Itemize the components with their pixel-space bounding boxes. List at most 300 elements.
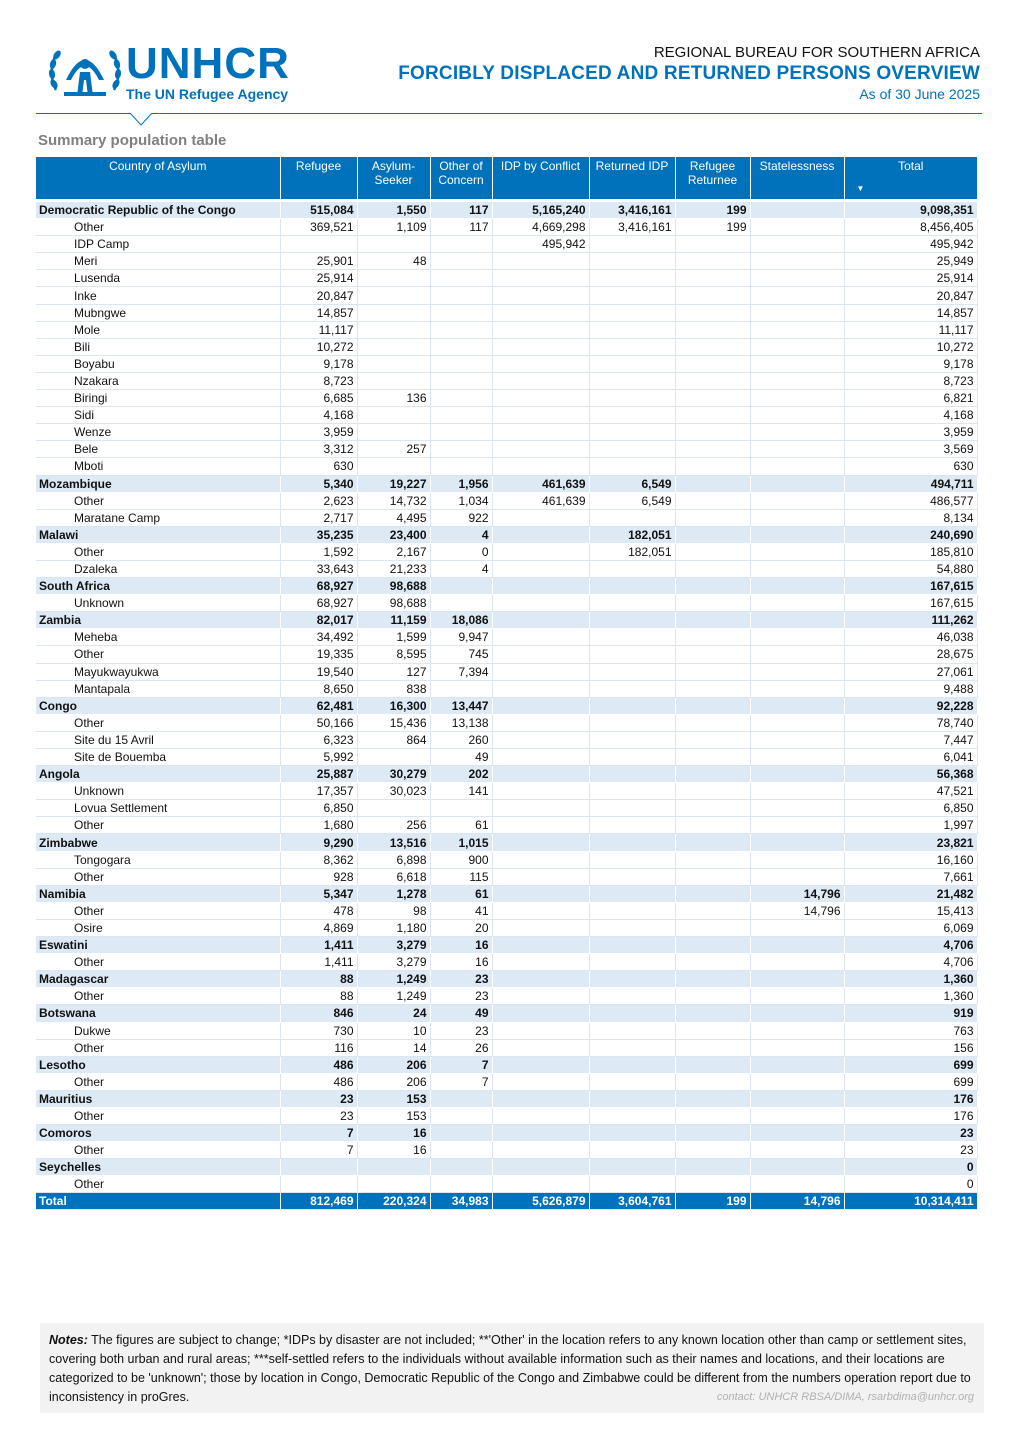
country-row — [36, 1005, 977, 1022]
col-asylum-seeker[interactable]: Asylum-Seeker — [357, 157, 430, 199]
value-cell — [750, 919, 844, 936]
value-cell: 1,034 — [430, 492, 492, 509]
value-cell — [589, 629, 675, 646]
value-cell — [589, 441, 675, 458]
value-cell — [430, 236, 492, 253]
row-label-cell: Lesotho — [36, 1056, 280, 1073]
value-cell: 1,249 — [357, 971, 430, 988]
value-cell — [750, 954, 844, 971]
value-cell: 23 — [430, 1022, 492, 1039]
value-cell: 153 — [357, 1090, 430, 1107]
value-cell — [750, 253, 844, 270]
value-cell — [430, 355, 492, 372]
location-row — [36, 441, 977, 458]
country-row — [36, 697, 977, 714]
value-cell — [589, 697, 675, 714]
value-cell — [357, 749, 430, 766]
value-cell: 25,914 — [844, 270, 977, 287]
value-cell — [430, 1125, 492, 1142]
value-cell: 14 — [357, 1039, 430, 1056]
value-cell — [750, 766, 844, 783]
notes-label: Notes: — [49, 1333, 88, 1347]
value-cell: 928 — [280, 868, 357, 885]
report-title: FORCIBLY DISPLACED AND RETURNED PERSONS OVERVIEW — [398, 63, 980, 84]
value-cell: 11,117 — [844, 321, 977, 338]
col-idp-by-conflict[interactable]: IDP by Conflict — [492, 157, 589, 199]
location-row — [36, 749, 977, 766]
value-cell: 182,051 — [589, 526, 675, 543]
value-cell — [675, 1176, 750, 1193]
value-cell — [492, 1107, 589, 1124]
value-cell: 495,942 — [844, 236, 977, 253]
value-cell — [492, 680, 589, 697]
value-cell — [750, 509, 844, 526]
value-cell: 763 — [844, 1022, 977, 1039]
value-cell: 1,278 — [357, 885, 430, 902]
value-cell — [675, 800, 750, 817]
value-cell — [750, 937, 844, 954]
row-label-cell: Eswatini — [36, 937, 280, 954]
value-cell: 23 — [280, 1107, 357, 1124]
location-row — [36, 287, 977, 304]
value-cell — [750, 338, 844, 355]
value-cell — [589, 578, 675, 595]
value-cell: 35,235 — [280, 526, 357, 543]
value-cell — [750, 560, 844, 577]
value-cell — [357, 338, 430, 355]
location-row — [36, 321, 977, 338]
value-cell — [357, 287, 430, 304]
value-cell — [750, 1142, 844, 1159]
value-cell — [492, 1073, 589, 1090]
value-cell — [589, 1090, 675, 1107]
value-cell: 127 — [357, 663, 430, 680]
value-cell: 1,680 — [280, 817, 357, 834]
value-cell — [492, 543, 589, 560]
value-cell — [675, 783, 750, 800]
value-cell — [492, 1056, 589, 1073]
value-cell: 61 — [430, 885, 492, 902]
value-cell — [430, 441, 492, 458]
row-label-cell: Bili — [36, 338, 280, 355]
value-cell: 1,550 — [357, 202, 430, 219]
country-row — [36, 766, 977, 783]
value-cell: 16 — [430, 937, 492, 954]
location-row — [36, 646, 977, 663]
value-cell: 167,615 — [844, 595, 977, 612]
value-cell: 9,178 — [280, 355, 357, 372]
value-cell: 11,117 — [280, 321, 357, 338]
value-cell: 14,857 — [844, 304, 977, 321]
value-cell — [492, 1125, 589, 1142]
location-row — [36, 663, 977, 680]
value-cell: 5,340 — [280, 475, 357, 492]
value-cell — [750, 543, 844, 560]
value-cell — [750, 372, 844, 389]
value-cell: 6,898 — [357, 851, 430, 868]
value-cell — [492, 834, 589, 851]
value-cell — [675, 407, 750, 424]
value-cell — [750, 629, 844, 646]
value-cell: 256 — [357, 817, 430, 834]
country-row — [36, 526, 977, 543]
value-cell — [589, 749, 675, 766]
value-cell — [492, 1090, 589, 1107]
value-cell: 199 — [675, 202, 750, 219]
row-label-cell: Other — [36, 543, 280, 560]
total-value-cell: 3,604,761 — [589, 1193, 675, 1210]
value-cell — [589, 287, 675, 304]
contact-info: contact: UNHCR RBSA/DIMA, rsarbdima@unhcr.org — [716, 1391, 974, 1403]
value-cell — [357, 1159, 430, 1176]
location-row — [36, 270, 977, 287]
country-row — [36, 971, 977, 988]
value-cell: 1,249 — [357, 988, 430, 1005]
location-row — [36, 714, 977, 731]
value-cell — [492, 714, 589, 731]
value-cell: 82,017 — [280, 612, 357, 629]
value-cell — [357, 304, 430, 321]
row-label-cell: Mayukwayukwa — [36, 663, 280, 680]
value-cell: 1,592 — [280, 543, 357, 560]
value-cell — [750, 578, 844, 595]
value-cell: 17,357 — [280, 783, 357, 800]
bureau-name: REGIONAL BUREAU FOR SOUTHERN AFRICA — [653, 44, 980, 61]
value-cell: 3,312 — [280, 441, 357, 458]
value-cell: 21,233 — [357, 560, 430, 577]
value-cell: 2,167 — [357, 543, 430, 560]
value-cell — [589, 338, 675, 355]
value-cell — [430, 1159, 492, 1176]
value-cell — [750, 1073, 844, 1090]
country-row — [36, 1090, 977, 1107]
col-country-of-asylum[interactable]: Country of Asylum — [36, 157, 280, 199]
notes-body: The figures are subject to change; *IDPs by disaster are not included; **'Other' in the location refers to any known location other than camp or settlement sites, covering both urban and rural areas; ***self-settled refers to the individuals without available information such as their names and locations, and their locations are categorized to be 'unknown'; those by location in Congo, Democratic Republic of the Congo and Zimbabwe could be different from the numbers operation report due to inconsistency in proGres. — [49, 1333, 971, 1404]
value-cell — [750, 646, 844, 663]
value-cell — [750, 714, 844, 731]
value-cell — [492, 270, 589, 287]
value-cell — [675, 749, 750, 766]
total-label-cell: Total — [36, 1193, 280, 1210]
col-total-label: Total — [898, 159, 924, 173]
value-cell — [589, 253, 675, 270]
value-cell — [589, 663, 675, 680]
value-cell — [750, 355, 844, 372]
value-cell — [750, 783, 844, 800]
value-cell — [492, 885, 589, 902]
value-cell — [750, 304, 844, 321]
location-row — [36, 919, 977, 936]
value-cell: 30,023 — [357, 783, 430, 800]
value-cell: 699 — [844, 1073, 977, 1090]
location-row — [36, 988, 977, 1005]
value-cell — [589, 851, 675, 868]
value-cell — [430, 253, 492, 270]
value-cell: 25,887 — [280, 766, 357, 783]
value-cell — [492, 1039, 589, 1056]
value-cell: 1,015 — [430, 834, 492, 851]
value-cell: 136 — [357, 390, 430, 407]
value-cell: 26 — [430, 1039, 492, 1056]
country-row — [36, 578, 977, 595]
brand-tagline: The UN Refugee Agency — [126, 86, 289, 102]
value-cell — [492, 509, 589, 526]
value-cell: 13,447 — [430, 697, 492, 714]
value-cell — [589, 595, 675, 612]
value-cell — [492, 560, 589, 577]
value-cell — [589, 783, 675, 800]
value-cell: 486 — [280, 1073, 357, 1090]
value-cell: 21,482 — [844, 885, 977, 902]
value-cell: 167,615 — [844, 578, 977, 595]
value-cell — [492, 800, 589, 817]
value-cell — [675, 338, 750, 355]
value-cell — [589, 646, 675, 663]
value-cell — [750, 1159, 844, 1176]
row-label-cell: Other — [36, 646, 280, 663]
value-cell — [492, 663, 589, 680]
value-cell: 8,723 — [280, 372, 357, 389]
value-cell — [675, 372, 750, 389]
value-cell — [675, 817, 750, 834]
value-cell — [750, 475, 844, 492]
value-cell — [589, 304, 675, 321]
row-label-cell: Site du 15 Avril — [36, 731, 280, 748]
value-cell: 2,717 — [280, 509, 357, 526]
col-returned-idp[interactable]: Returned IDP — [589, 157, 675, 199]
value-cell — [589, 834, 675, 851]
value-cell: 7 — [430, 1056, 492, 1073]
value-cell: 8,595 — [357, 646, 430, 663]
value-cell: 4,706 — [844, 937, 977, 954]
location-row — [36, 595, 977, 612]
value-cell: 176 — [844, 1107, 977, 1124]
row-label-cell: Comoros — [36, 1125, 280, 1142]
col-statelessness[interactable]: Statelessness — [750, 157, 844, 199]
value-cell: 9,947 — [430, 629, 492, 646]
value-cell — [750, 612, 844, 629]
value-cell: 6,685 — [280, 390, 357, 407]
value-cell — [492, 390, 589, 407]
value-cell: 4,669,298 — [492, 219, 589, 236]
value-cell: 185,810 — [844, 543, 977, 560]
value-cell — [675, 697, 750, 714]
value-cell: 3,416,161 — [589, 219, 675, 236]
report-date: As of 30 June 2025 — [859, 86, 980, 102]
value-cell: 19,227 — [357, 475, 430, 492]
value-cell: 8,134 — [844, 509, 977, 526]
value-cell: 16 — [357, 1125, 430, 1142]
value-cell — [589, 817, 675, 834]
country-row — [36, 1125, 977, 1142]
value-cell: 19,335 — [280, 646, 357, 663]
value-cell: 10 — [357, 1022, 430, 1039]
value-cell — [750, 270, 844, 287]
value-cell: 515,084 — [280, 202, 357, 219]
value-cell: 16 — [430, 954, 492, 971]
value-cell: 16,160 — [844, 851, 977, 868]
value-cell — [675, 543, 750, 560]
total-row — [36, 1193, 977, 1210]
value-cell — [492, 338, 589, 355]
row-label-cell: Democratic Republic of the Congo — [36, 202, 280, 219]
value-cell — [589, 458, 675, 475]
value-cell — [750, 697, 844, 714]
value-cell — [675, 287, 750, 304]
value-cell — [750, 390, 844, 407]
row-label-cell: South Africa — [36, 578, 280, 595]
value-cell — [750, 731, 844, 748]
value-cell — [430, 372, 492, 389]
col-refugee[interactable]: Refugee — [280, 157, 357, 199]
value-cell — [675, 902, 750, 919]
value-cell — [280, 1176, 357, 1193]
col-total[interactable] — [844, 157, 977, 199]
value-cell — [675, 1005, 750, 1022]
value-cell — [589, 321, 675, 338]
value-cell — [492, 1176, 589, 1193]
value-cell — [750, 988, 844, 1005]
value-cell: 257 — [357, 441, 430, 458]
value-cell — [492, 851, 589, 868]
value-cell: 1,109 — [357, 219, 430, 236]
location-row — [36, 1039, 977, 1056]
location-row — [36, 680, 977, 697]
value-cell: 6,549 — [589, 492, 675, 509]
value-cell: 6,850 — [844, 800, 977, 817]
value-cell — [675, 270, 750, 287]
value-cell: 2,623 — [280, 492, 357, 509]
value-cell — [675, 441, 750, 458]
value-cell — [589, 372, 675, 389]
value-cell: 176 — [844, 1090, 977, 1107]
location-row — [36, 560, 977, 577]
value-cell: 15,436 — [357, 714, 430, 731]
value-cell — [280, 236, 357, 253]
row-label-cell: Biringi — [36, 390, 280, 407]
value-cell: 6,821 — [844, 390, 977, 407]
row-label-cell: Zimbabwe — [36, 834, 280, 851]
value-cell — [589, 612, 675, 629]
value-cell — [430, 407, 492, 424]
value-cell: 20,847 — [280, 287, 357, 304]
value-cell: 630 — [844, 458, 977, 475]
location-row — [36, 817, 977, 834]
location-row — [36, 543, 977, 560]
value-cell: 116 — [280, 1039, 357, 1056]
value-cell — [589, 1039, 675, 1056]
value-cell: 3,569 — [844, 441, 977, 458]
location-row — [36, 731, 977, 748]
value-cell: 117 — [430, 219, 492, 236]
value-cell: 25,949 — [844, 253, 977, 270]
unhcr-logo — [46, 40, 306, 106]
value-cell: 111,262 — [844, 612, 977, 629]
value-cell: 156 — [844, 1039, 977, 1056]
value-cell — [750, 817, 844, 834]
value-cell: 7,447 — [844, 731, 977, 748]
value-cell — [492, 697, 589, 714]
location-row — [36, 868, 977, 885]
value-cell — [430, 321, 492, 338]
value-cell: 23 — [430, 988, 492, 1005]
value-cell: 33,643 — [280, 560, 357, 577]
location-row — [36, 424, 977, 441]
value-cell — [675, 1142, 750, 1159]
location-row — [36, 219, 977, 236]
value-cell: 4,495 — [357, 509, 430, 526]
value-cell: 14,857 — [280, 304, 357, 321]
value-cell: 0 — [430, 543, 492, 560]
value-cell — [675, 834, 750, 851]
country-row — [36, 937, 977, 954]
value-cell: 13,138 — [430, 714, 492, 731]
value-cell — [589, 1142, 675, 1159]
row-label-cell: Malawi — [36, 526, 280, 543]
value-cell: 115 — [430, 868, 492, 885]
value-cell: 1,360 — [844, 988, 977, 1005]
value-cell: 7 — [280, 1125, 357, 1142]
value-cell: 18,086 — [430, 612, 492, 629]
row-label-cell: Mantapala — [36, 680, 280, 697]
value-cell: 3,279 — [357, 954, 430, 971]
location-row — [36, 304, 977, 321]
location-row — [36, 390, 977, 407]
sort-descending-icon[interactable]: ▼ — [856, 184, 865, 193]
value-cell: 98,688 — [357, 578, 430, 595]
value-cell — [492, 1142, 589, 1159]
value-cell: 11,159 — [357, 612, 430, 629]
value-cell — [357, 800, 430, 817]
country-row — [36, 834, 977, 851]
value-cell — [675, 629, 750, 646]
value-cell — [492, 868, 589, 885]
value-cell: 8,362 — [280, 851, 357, 868]
location-row — [36, 851, 977, 868]
col-other-of-concern[interactable]: Other of Concern — [430, 157, 492, 199]
value-cell — [492, 971, 589, 988]
row-label-cell: Botswana — [36, 1005, 280, 1022]
value-cell — [589, 971, 675, 988]
value-cell — [492, 407, 589, 424]
value-cell: 1,956 — [430, 475, 492, 492]
value-cell: 919 — [844, 1005, 977, 1022]
row-label-cell: Nzakara — [36, 372, 280, 389]
value-cell: 20 — [430, 919, 492, 936]
row-label-cell: Other — [36, 219, 280, 236]
value-cell — [675, 988, 750, 1005]
value-cell: 240,690 — [844, 526, 977, 543]
row-label-cell: Unknown — [36, 595, 280, 612]
value-cell: 838 — [357, 680, 430, 697]
value-cell — [492, 954, 589, 971]
value-cell — [492, 919, 589, 936]
value-cell — [750, 868, 844, 885]
value-cell — [589, 424, 675, 441]
value-cell: 68,927 — [280, 595, 357, 612]
row-label-cell: Congo — [36, 697, 280, 714]
value-cell — [675, 937, 750, 954]
value-cell — [589, 1073, 675, 1090]
value-cell: 8,723 — [844, 372, 977, 389]
col-refugee-returnee[interactable]: Refugee Returnee — [675, 157, 750, 199]
value-cell — [492, 646, 589, 663]
value-cell: 4 — [430, 526, 492, 543]
value-cell: 23,821 — [844, 834, 977, 851]
value-cell: 3,959 — [280, 424, 357, 441]
value-cell — [492, 817, 589, 834]
value-cell: 9,178 — [844, 355, 977, 372]
